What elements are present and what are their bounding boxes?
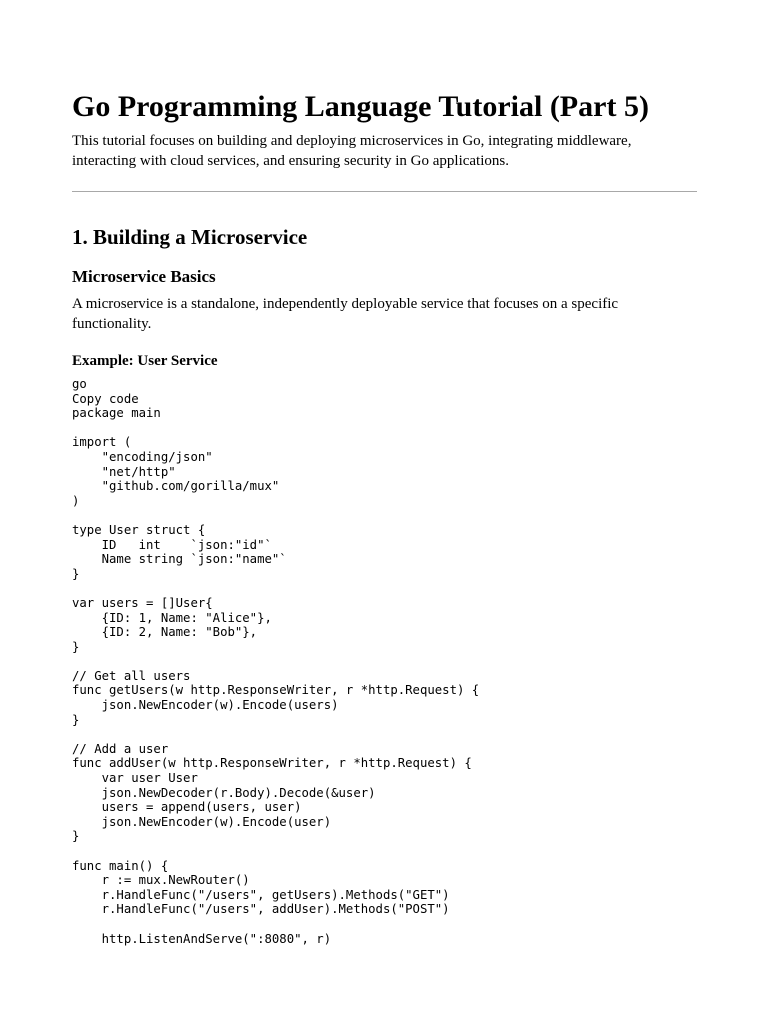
section-paragraph: A microservice is a standalone, independently deployable service that focuses on a specific functionality. — [72, 296, 619, 332]
code-language-label: go — [72, 377, 87, 391]
copy-code-button[interactable]: Copy code — [72, 391, 139, 406]
code-content: package main import ( "encoding/json" "net/http" "github.com/gorilla/mux" ) type User struct { ID int `json:"id"` Name string `json:"name"` } var users = []User{ {ID: 1, Name: "Alice"}, {ID: 2, Name: "Bob"}, } // Get all users func getUsers(w http.ResponseWriter, r *http.Request) { json.NewEncoder(w).Encode(users) } // Add a user func addUser(w http.ResponseWriter, r *http.Request) { var user User json.NewDecoder(r.Body).Decode(&user) users = append(users, user) json.NewEncoder(w).Encode(user) } func main() { r := mux.NewRouter() r.HandleFunc("/users", getUsers).Methods("GET") r.HandleFunc("/users", addUser).Methods("POST") http.ListenAndServe(":8080", r) — [72, 406, 480, 946]
section-heading: 1. Building a Microservice — [72, 225, 308, 249]
code-block — [72, 377, 479, 946]
intro-paragraph: This tutorial focuses on building and deploying microservices in Go, integrating middleware, interacting with cloud services, and ensuring security in Go applications. — [72, 133, 632, 169]
example-heading: Example: User Service — [72, 353, 218, 369]
subsection-heading: Microservice Basics — [72, 267, 216, 286]
page-title: Go Programming Language Tutorial (Part 5) — [72, 90, 649, 123]
section-divider — [72, 191, 697, 192]
